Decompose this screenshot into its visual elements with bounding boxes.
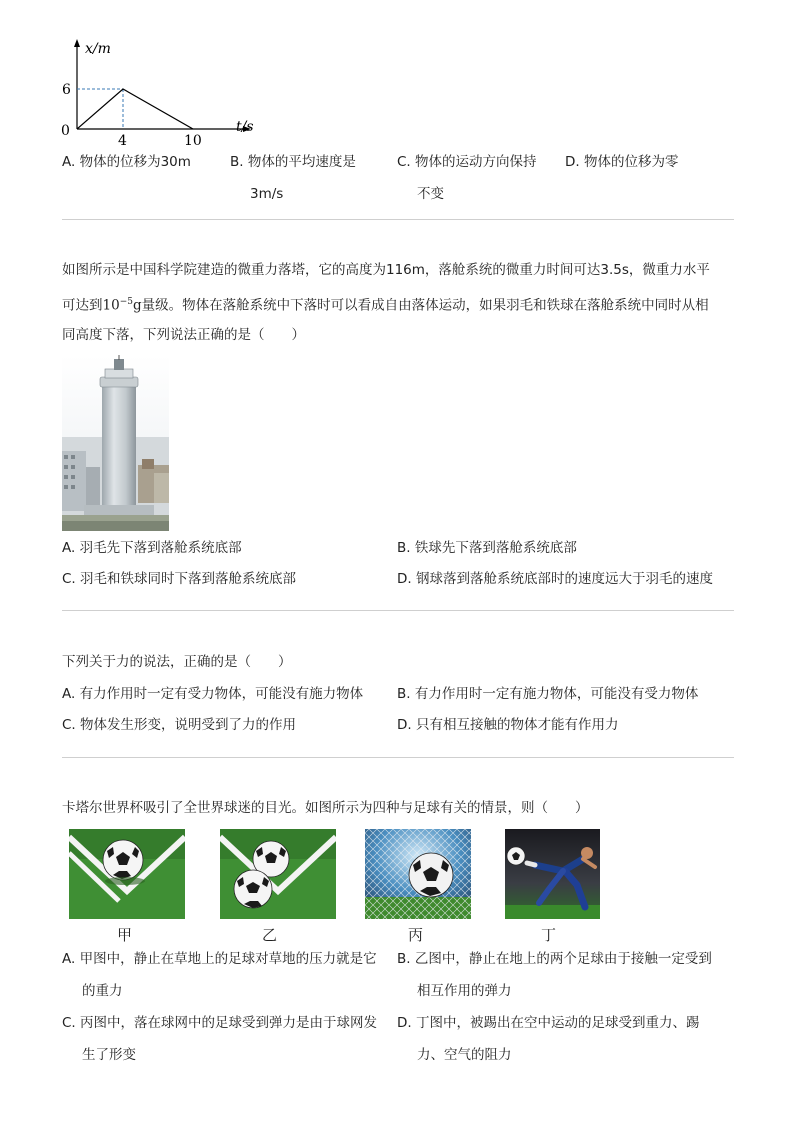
photo-jia-ball-on-grass [69,829,185,919]
q3-option-a[interactable]: A. 有力作用时一定有受力物体，可能没有施力物体 [62,686,364,702]
q1-option-c-line1[interactable]: C. 物体的运动方向保持 [397,154,537,170]
position-curve [77,89,193,129]
q2-stem-suffix: 量级。物体在落舱系统中下落时可以看成自由落体运动，如果羽毛和铁球在落舱系统中同时从相 [141,297,709,314]
y-axis-label: x/m [85,41,111,57]
photo-yi-two-balls [220,829,336,919]
q2-option-b[interactable]: B. 铁球先下落到落舱系统底部 [397,540,577,556]
q3-option-c[interactable]: C. 物体发生形变，说明受到了力的作用 [62,717,297,733]
q2-stem-line2 [62,292,709,316]
q1-option-d[interactable]: D. 物体的位移为零 [565,154,679,170]
q4-option-d-line1[interactable]: D. 丁图中，被踢出在空中运动的足球受到重力、踢 [397,1015,700,1031]
y-tick-label: 6 [62,82,71,98]
q4-option-b-line1[interactable]: B. 乙图中，静止在地上的两个足球由于接触一定受到 [397,951,712,967]
q1-option-b-line2[interactable]: 3m/s [250,186,284,202]
q2-option-c[interactable]: C. 羽毛和铁球同时下落到落舱系统底部 [62,571,297,587]
photo-ding-player-kicking [505,829,600,919]
q1-option-a[interactable]: A. 物体的位移为30m [62,154,191,170]
q2-g: g [132,297,142,314]
q4-option-a-line1[interactable]: A. 甲图中，静止在草地上的足球对草地的压力就是它 [62,951,377,967]
q4-option-a-line2[interactable]: 的重力 [82,983,123,999]
y-axis-arrow [74,39,80,47]
divider [62,610,734,611]
caption-yi: 乙 [262,926,278,944]
photo-bing-ball-in-net [365,829,471,919]
x-tick-label-4: 4 [118,133,127,149]
caption-jia: 甲 [117,926,133,944]
caption-ding: 丁 [541,926,557,944]
q2-exponent: −5 [119,297,133,307]
q2-stem-line3: 同高度下落，下列说法正确的是（ ） [62,327,305,343]
q2-stem-prefix: 可达到 [62,297,103,314]
caption-bing: 丙 [408,926,424,944]
q2-option-d[interactable]: D. 钢球落到落舱系统底部时的速度远大于羽毛的速度 [397,571,713,587]
q4-option-c-line2[interactable]: 生了形变 [82,1047,136,1063]
q4-option-c-line1[interactable]: C. 丙图中，落在球网中的足球受到弹力是由于球网发 [62,1015,378,1031]
q4-option-b-line2[interactable]: 相互作用的弹力 [417,983,512,999]
q2-stem-line1: 如图所示是中国科学院建造的微重力落塔，它的高度为116m，落舱系统的微重力时间可达3.5s，微重力水平 [62,262,710,278]
q1-option-c-line2[interactable]: 不变 [417,186,444,202]
q4-stem: 卡塔尔世界杯吸引了全世界球迷的目光。如图所示为四种与足球有关的情景，则（ ） [62,800,589,816]
q2-ten: 10 [102,297,120,314]
drop-tower-photo [62,355,169,531]
x-tick-label-10: 10 [184,133,202,149]
q3-stem: 下列关于力的说法，正确的是（ ） [62,654,292,670]
position-time-graph [55,35,270,150]
origin-label: 0 [61,123,70,139]
divider [62,219,734,220]
q3-option-d[interactable]: D. 只有相互接触的物体才能有作用力 [397,717,619,733]
divider [62,757,734,758]
q4-option-d-line2[interactable]: 力、空气的阻力 [417,1047,512,1063]
q1-option-b-line1[interactable]: B. 物体的平均速度是 [230,154,356,170]
q2-option-a[interactable]: A. 羽毛先下落到落舱系统底部 [62,540,242,556]
q3-option-b[interactable]: B. 有力作用时一定有施力物体，可能没有受力物体 [397,686,699,702]
x-axis-label: t/s [236,119,254,135]
